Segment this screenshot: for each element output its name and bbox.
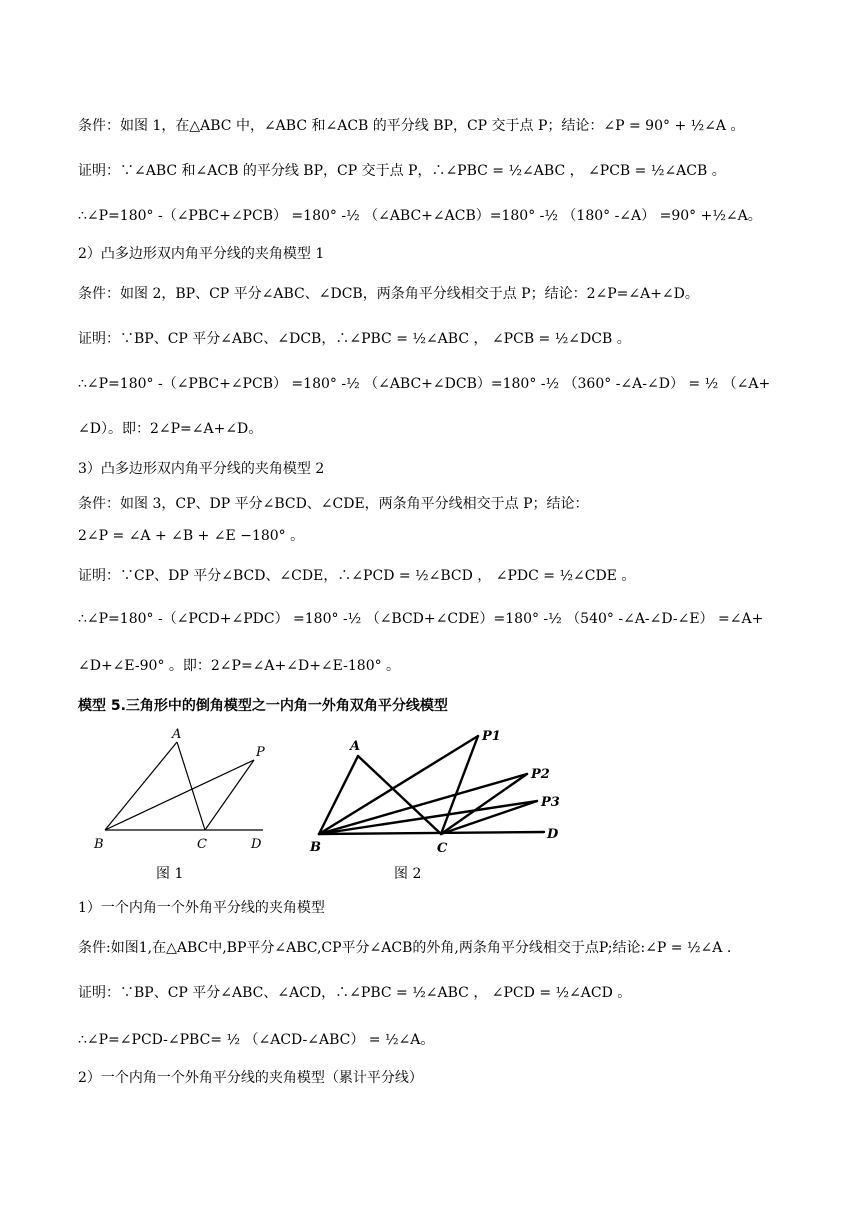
- seg-BD: [319, 832, 544, 834]
- fig2-label-P2: P2: [531, 767, 550, 782]
- fig1-label-D: D: [251, 837, 262, 852]
- text-line-2: 证明：∵∠ABC 和∠ACB 的平分线 BP，CP 交于点 P，∴∠PBC = ½∠ABC ， ∠PCB = ½∠ACB 。: [78, 163, 726, 179]
- text-line-9: 3）凸多边形双内角平分线的夹角模型 2: [78, 461, 325, 477]
- fig1-label-C: C: [197, 837, 207, 852]
- figure-2: [306, 726, 576, 856]
- text-line-10: 条件：如图 3，CP、DP 平分∠BCD、∠CDE，两条角平分线相交于点 P；结论：: [78, 496, 589, 512]
- text-line-18: 证明：∵BP、CP 平分∠ABC、∠ACD，∴∠PBC = ½∠ABC ， ∠PCD = ½∠ACD 。: [78, 985, 632, 1001]
- fig2-label-A: A: [350, 739, 361, 754]
- figure-1: [88, 722, 278, 854]
- text-line-11: 2∠P = ∠A + ∠B + ∠E −180° 。: [78, 528, 305, 544]
- figure-1-caption: 图 1: [156, 866, 184, 882]
- text-line-20: 2）一个内角一个外角平分线的夹角模型（累计平分线）: [78, 1070, 423, 1086]
- text-line-17: 条件:如图1,在△ABC中,BP平分∠ABC,CP平分∠ACB的外角,两条角平分线相交于点P;结论:∠P = ½∠A .: [78, 940, 732, 956]
- text-line-8: ∠D）。即：2∠P=∠A+∠D。: [78, 421, 263, 437]
- figure-2-caption: 图 2: [394, 866, 422, 882]
- fig1-label-P: P: [256, 745, 265, 760]
- seg-BP: [105, 760, 254, 830]
- text-line-4: 2）凸多边形双内角平分线的夹角模型 1: [78, 246, 325, 262]
- seg-BP2: [319, 774, 527, 834]
- text-line-12: 证明：∵CP、DP 平分∠BCD、∠CDE，∴∠PCD = ½∠BCD ， ∠PDC = ½∠CDE 。: [78, 568, 636, 584]
- text-line-1: 条件：如图 1，在△ABC 中，∠ABC 和∠ACB 的平分线 BP，CP 交于点 P；结论：∠P = 90° + ½∠A 。: [78, 118, 745, 134]
- seg-BA: [105, 742, 177, 830]
- text-line-19: ∴∠P=∠PCD-∠PBC= ½ （∠ACD-∠ABC） = ½∠A。: [78, 1032, 435, 1048]
- text-line-5: 条件：如图 2，BP、CP 平分∠ABC、∠DCB，两条角平分线相交于点 P；结论：2∠P=∠A+∠D。: [78, 286, 699, 302]
- text-line-16: 1）一个内角一个外角平分线的夹角模型: [78, 900, 325, 916]
- text-line-14: ∠D+∠E-90° 。即：2∠P=∠A+∠D+∠E-180° 。: [78, 658, 401, 674]
- seg-CP3: [441, 801, 537, 834]
- text-line-7: ∴∠P=180° -（∠PBC+∠PCB） =180° -½ （∠ABC+∠DCB）=180° -½ （360° -∠A-∠D） = ½ （∠A+: [78, 376, 771, 392]
- seg-BP3: [319, 801, 537, 834]
- section-heading: 模型 5.三角形中的倒角模型之一内角一外角双角平分线模型: [78, 698, 448, 714]
- fig2-label-C: C: [437, 841, 448, 856]
- fig2-label-D: D: [547, 827, 559, 842]
- fig2-label-P3: P3: [541, 795, 560, 810]
- seg-AC: [177, 742, 205, 830]
- seg-CP1: [441, 736, 478, 834]
- seg-CP: [205, 760, 254, 830]
- fig1-label-B: B: [94, 837, 104, 852]
- text-line-13: ∴∠P=180° -（∠PCD+∠PDC） =180° -½ （∠BCD+∠CDE）=180° -½ （540° -∠A-∠D-∠E） =∠A+: [78, 611, 764, 627]
- fig2-label-P1: P1: [482, 729, 501, 744]
- text-line-6: 证明：∵BP、CP 平分∠ABC、∠DCB，∴∠PBC = ½∠ABC ， ∠PCB = ½∠DCB 。: [78, 331, 631, 347]
- text-line-3: ∴∠P=180° -（∠PBC+∠PCB） =180° -½ （∠ABC+∠ACB）=180° -½ （180° -∠A） =90° +½∠A。: [78, 208, 762, 224]
- fig1-label-A: A: [172, 727, 182, 742]
- fig2-label-B: B: [310, 840, 321, 855]
